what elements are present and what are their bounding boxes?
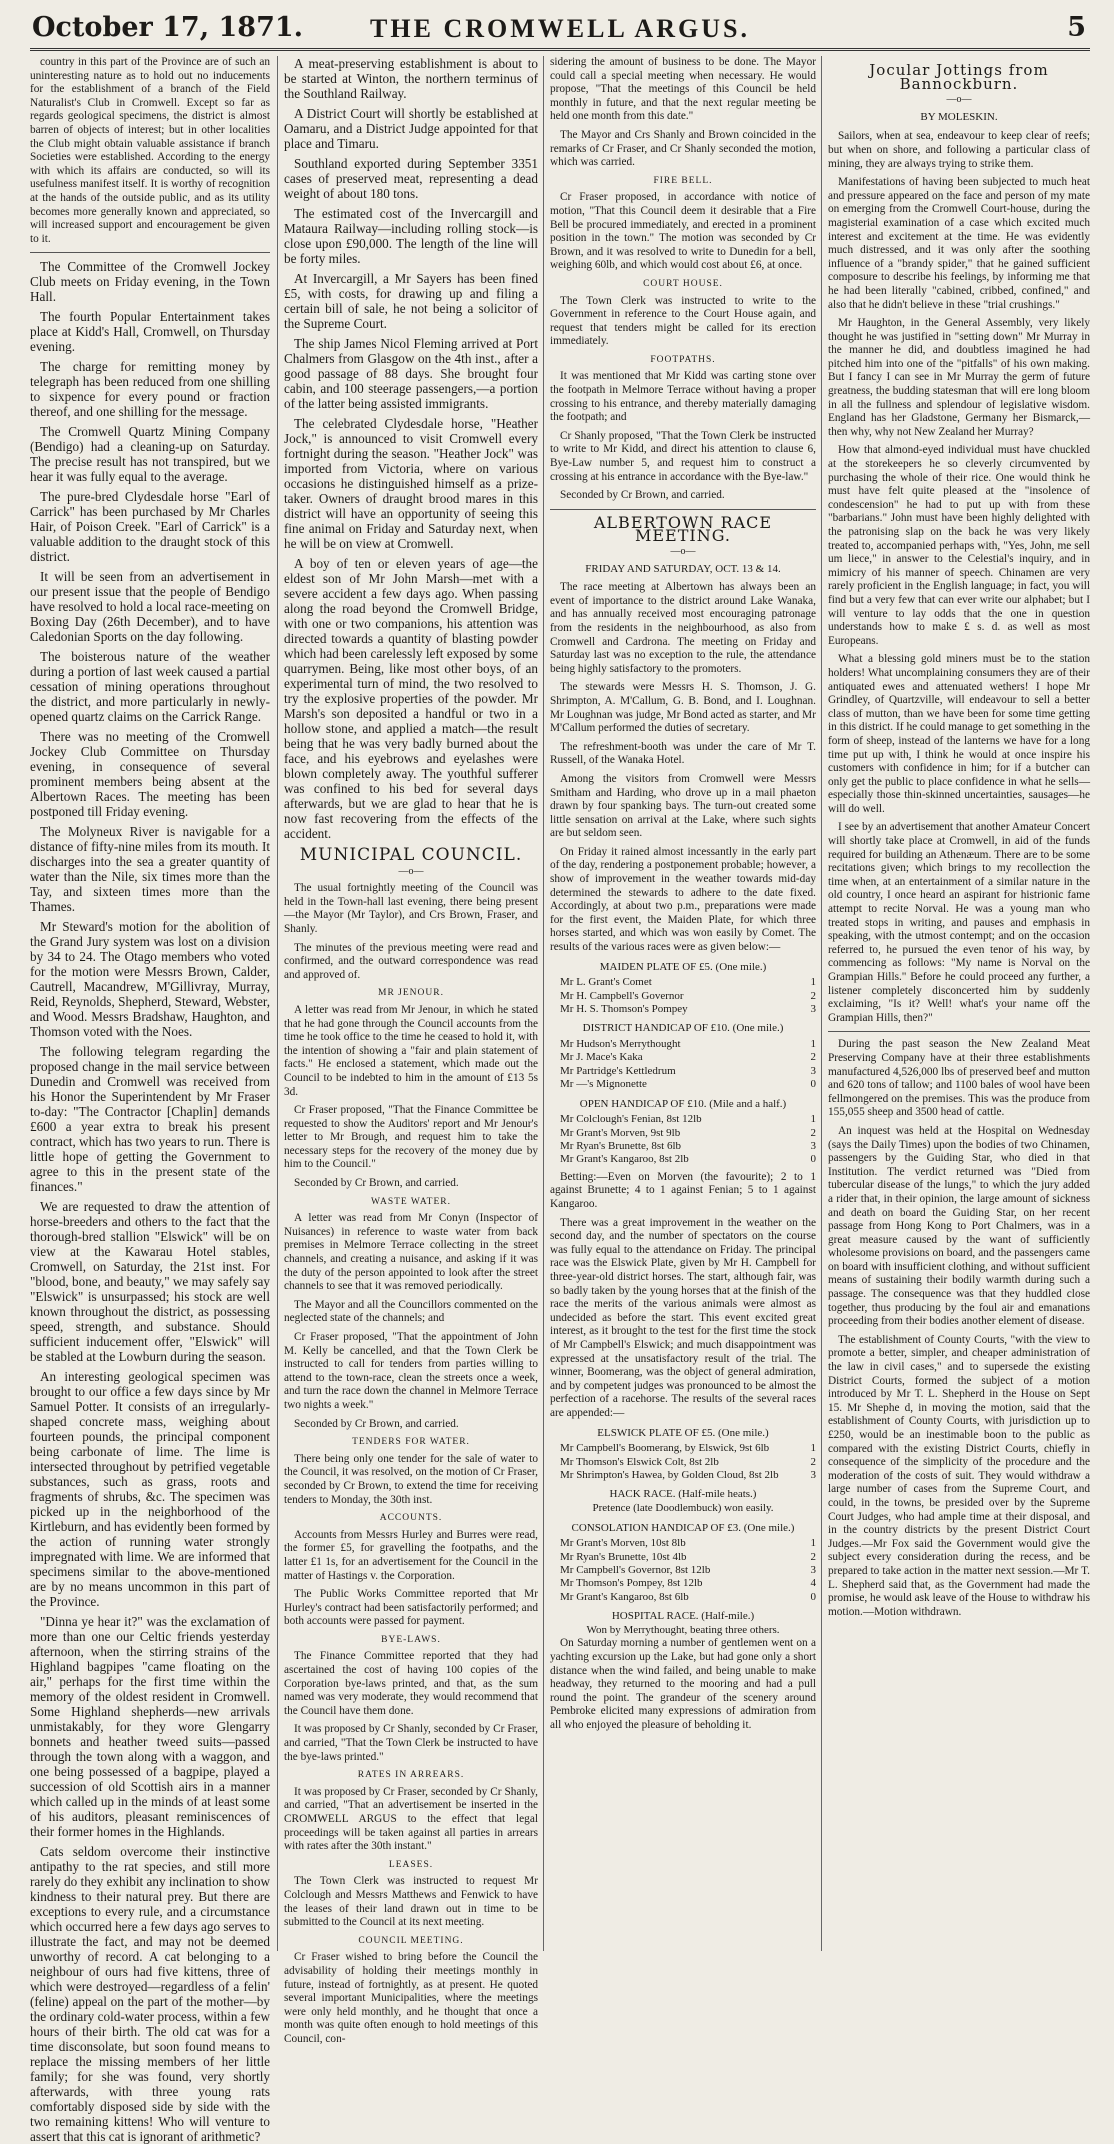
column-2 xyxy=(284,56,538,2045)
race-entry: Mr Colclough's Fenian, 8st 12lb 1 xyxy=(560,1113,816,1126)
article-paragraph: Cr Fraser proposed, "That the appointment of John M. Kelly be cancelled, and that the Town Clerk be instructed to call for tenders from parties willing to attend to the town-race, clean the streets once a week, and turn the race down the channel in Melmore Terrace two nights a week." xyxy=(284,1331,538,1411)
article-paragraph: A letter was read from Mr Jenour, in which he stated that he had gone through the Council accounts from the time he took office to the time he ceased to hold it, with the intention of showing a "fair and plain statement of facts." He enclosed a statement, which made out the Council to be indebted to him in the amount of £13 5s 3d. xyxy=(284,1003,538,1098)
column-1 xyxy=(30,56,270,2144)
sub-heading: COUNCIL MEETING. xyxy=(358,1935,464,1946)
news-item: Southland exported during September 3351 cases of preserved meat, representing a dead weight of about 180 tons. xyxy=(284,156,538,201)
race-dates: FRIDAY AND SATURDAY, OCT. 13 & 14. xyxy=(585,562,781,575)
article-paragraph: The Mayor and all the Councillors commented on the neglected state of the channels; and xyxy=(284,1298,538,1325)
sub-heading: COURT HOUSE. xyxy=(643,278,723,289)
race-entry: Mr Shrimpton's Hawea, by Golden Cloud, 8st 2lb 3 xyxy=(560,1468,816,1481)
race-result-maiden-plate xyxy=(550,961,816,1017)
race-entry: Mr Ryan's Brunette, 10st 4lb 2 xyxy=(560,1550,816,1563)
article-paragraph: The stewards were Messrs H. S. Thomson, J. G. Shrimpton, A. M'Callum, G. B. Bond, and I. Loughnan. Mr Loughnan was judge, Mr Bond acted as starter, and Mr M'Callum performed the duties of secretary. xyxy=(550,681,816,735)
article-paragraph: What a blessing gold miners must be to the station holders! What uncomplaining consumers they are of their antiquated ewes and attenuated wethers! I hope Mr Grindley, of Quartzville, will endeavour to sell a better class of mutton, than we have been for some time getting in this district. If he could manage to get something in the form of sheep, instead of the lanterns we have for a long time put up with, I think he would at once inspire his customers with confidence in him; for if a butcher can only get the public to place confidence in what he sells—especially those thin-skinned uncertainties, sausages—he will do well. xyxy=(828,653,1090,815)
column-3 xyxy=(550,56,816,1946)
betting-odds: Betting:—Even on Morven (the favourite); 2 to 1 against Brunette; 4 to 1 against Fenian; 5 to 1 against Kangaroo. xyxy=(550,1170,816,1211)
race-entry: Mr Grant's Morven, 10st 8lb 1 xyxy=(560,1537,816,1550)
divider xyxy=(550,509,816,510)
article-paragraph: There being only one tender for the sale of water to the Council, it was resolved, on the motion of Cr Fraser, seconded by Cr Brown, to extend the time for receiving tenders to Monday, the 30th inst. xyxy=(284,1452,538,1506)
race-title: HOSPITAL RACE. (Half-mile.) xyxy=(611,1610,755,1623)
article-paragraph: A letter was read from Mr Conyn (Inspector of Nuisances) in reference to waste water from back premises in Melmore Terrace collecting in the street channels, and creating a nuisance, and asking if it was the duty of the person appointed to look after the street channels to see that it was removed periodically. xyxy=(284,1212,538,1293)
news-item: At Invercargill, a Mr Sayers has been fined £5, with costs, for drawing up and filing a certain bill of sale, he not being a solicitor of the Supreme Court. xyxy=(284,271,538,331)
race-entry: Mr J. Mace's Kaka 2 xyxy=(560,1051,816,1064)
news-item: The pure-bred Clydesdale horse "Earl of Carrick" has been purchased by Mr Charles Hair, of Poison Creek. "Earl of Carrick" is a valuable addition to the draught stock of this district. xyxy=(30,489,270,565)
article-paragraph: Seconded by Cr Brown, and carried. xyxy=(294,1417,459,1430)
race-entry: Mr Campbell's Governor, 8st 12lb 3 xyxy=(560,1563,816,1576)
article-paragraph: It was proposed by Cr Fraser, seconded by Cr Shanly, and carried, "That an advertisement be inserted in the CROMWELL ARGUS to the effect that legal proceedings will be taken against all parties in arrears with rates after the 30th instant." xyxy=(284,1785,538,1853)
race-result-text: Won by Merrythought, beating three others. xyxy=(586,1623,780,1636)
sub-heading: TENDERS FOR WATER. xyxy=(352,1437,470,1448)
race-result-district-handicap xyxy=(550,1022,816,1091)
article-paragraph: The Public Works Committee reported that Mr Hurley's contract had been satisfactorily performed; and both accounts were passed for payment. xyxy=(284,1588,538,1628)
race-result-hospital xyxy=(550,1610,816,1637)
race-title: MAIDEN PLATE OF £5. (One mile.) xyxy=(599,960,767,973)
race-entry: Mr Grant's Kangaroo, 8st 6lb 0 xyxy=(560,1590,816,1603)
article-paragraph: The refreshment-booth was under the care of Mr T. Russell, of the Wanaka Hotel. xyxy=(550,740,816,767)
news-item: The fourth Popular Entertainment takes place at Kidd's Hall, Cromwell, on Thursday evening. xyxy=(30,309,270,355)
section-heading: Jocular Jottings from Bannockburn. xyxy=(869,61,1049,93)
news-item: It will be seen from an advertisement in our present issue that the people of Bendigo have resolved to hold a local race-meeting on Boxing Day (26th December), and to have Caledonian Sports on the day following. xyxy=(30,569,270,645)
article-paragraph: It was proposed by Cr Shanly, seconded by Cr Fraser, and carried, "That the Town Clerk be instructed to have the bye-laws printed." xyxy=(284,1723,538,1763)
race-result-hack-race xyxy=(550,1488,816,1515)
article-paragraph: sidering the amount of business to be done. The Mayor could call a special meeting when necessary. He would propose, "That the meetings of this Council be held monthly in future, and that the next regular meeting be held one month from this date." xyxy=(550,56,816,123)
race-title: DISTRICT HANDICAP OF £10. (One mile.) xyxy=(582,1022,784,1035)
news-item: The Committee of the Cromwell Jockey Club meets on Friday evening, in the Town Hall. xyxy=(30,259,270,305)
news-item: The estimated cost of the Invercargill and Mataura Railway—including rolling stock—is close upon £90,000. The length of the line will be forty miles. xyxy=(284,206,538,266)
race-entry: Mr H. S. Thomson's Pompey 3 xyxy=(560,1003,816,1016)
article-paragraph: country in this part of the Province are of such an uninteresting nature as to hold out no inducements for the establishment of a branch of the Field Naturalist's Club in Cromwell. Except so far as regards geological specimens, the district is almost barren of objects of interest; but in other localities the Club might obtain valuable assistance if branch Societies were established. According to the energy with which its affairs are conducted, so will its usefulness manifest itself. It is worthy of recognition at the hands of the outside public, and as its utility becomes more generally known and appreciated, so will increased support and encouragement be given to it. xyxy=(30,56,270,245)
sub-heading: MR JENOUR. xyxy=(378,988,444,999)
article-paragraph: The Finance Committee reported that they had ascertained the cost of having 100 copies of the Corporation bye-laws printed, and that, as the sum named was very moderate, they would recommend that the Council have them done. xyxy=(284,1650,538,1717)
column-rule xyxy=(543,56,544,1951)
sub-heading: LEASES. xyxy=(388,1859,434,1870)
article-paragraph: The Town Clerk was instructed to request Mr Colclough and Messrs Matthews and Fenwick to have the leases of their land drawn out in time to be submitted to the Council at its next meeting. xyxy=(284,1875,538,1929)
article-paragraph: On Friday it rained almost incessantly in the early part of the day, rendering a postponement probable; however, a show of improvement in the weather towards mid-day determined the stewards to adhere to the date fixed. Accordingly, at about two p.m., preparations were made for the first event, the Maiden Plate, for which three horses started, and which was won easily by Comet. The results of the various races were as given below:— xyxy=(550,845,816,954)
article-paragraph: Sailors, when at sea, endeavour to keep clear of reefs; but when on shore, and following a particular class of mining, they are always trying to strike them. xyxy=(828,130,1090,170)
race-entry: Mr Partridge's Kettledrum 3 xyxy=(560,1064,816,1077)
article-paragraph: The Town Clerk was instructed to write to the Government in reference to the Court House again, and request that tenders might be called for its erection immediately. xyxy=(550,294,816,348)
article-paragraph: Among the visitors from Cromwell were Messrs Smitham and Harding, who drove up in a mail phaeton drawn by four spanking bays. The turn-out created some little sensation on arrival at the Lake, where such sights are but seldom seen. xyxy=(550,772,816,840)
heading-ornament: —o— xyxy=(670,546,696,557)
news-item: A meat-preserving establishment is about to be started at Winton, the northern terminus of the Southland Railway. xyxy=(284,56,538,101)
article-paragraph: The minutes of the previous meeting were read and confirmed, and the outward correspondence was read and approved of. xyxy=(284,941,538,981)
news-item: Cats seldom overcome their instinctive antipathy to the rat species, and still more rarely do they exhibit any inclination to show kindness to their natural prey. But there are exceptions to every rule, and a circumstance which occurred here a few days ago serves to illustrate the fact, and may not be deemed unworthy of record. A cat belonging to a neighbour of ours had five kittens, three of which were destroyed—regardless of a felin' (feline) appeal on the part of the mother—by the ordinary cold-water process, within a few hours of their birth. The old cat was for a time disconsolate, but soon found means to replace the missing members of her little family; for she was found, very shortly afterwards, with three young rats comfortably disposed side by side with the two remaining kittens! Who will venture to assert that this cat is ignorant of arithmetic? xyxy=(30,1844,270,2144)
race-title: OPEN HANDICAP OF £10. (Mile and a half.) xyxy=(579,1097,787,1110)
sub-heading: ACCOUNTS. xyxy=(379,1513,443,1524)
race-title: ELSWICK PLATE OF £5. (One mile.) xyxy=(597,1426,769,1439)
news-item: A District Court will shortly be established at Oamaru, and a District Judge appointed for that place and Timaru. xyxy=(284,106,538,151)
heading-ornament: —o— xyxy=(398,865,424,877)
section-heading: MUNICIPAL COUNCIL. xyxy=(299,845,523,865)
news-item: There was no meeting of the Cromwell Jockey Club Committee on Thursday evening, in consequence of several prominent members being absent at the Albertown Races. The meeting has been postponed till Friday evening. xyxy=(30,729,270,820)
article-paragraph: The Mayor and Crs Shanly and Brown coincided in the remarks of Cr Fraser, and Cr Shanly seconded the motion, which was carried. xyxy=(550,128,816,169)
article-paragraph: How that almond-eyed individual must have chuckled at the storekeepers he so cleverly circumvented by purchasing the whole of their rice. One would think he must have felt quite pleased at the "insolence of condescension" he had to put up with from these "barbarians." John must have been highly delighted with the patronising slap on the back he was very likely treated to, accompanied perhaps with, "Yes, John, me sell um liece," in answer to the Celestial's inquiry, and in mimicry of his manner of speech. Chinamen are very rarely proficient in the English language; in fact, you will find but a very few that can ever write our alphabet; but I will venture to lay odds that the one in question understands how to make £ s. d. as well as most Europeans. xyxy=(828,444,1090,647)
news-item: The establishment of County Courts, "with the view to promote a better, simpler, and cheaper administration of the law in civil cases," and to supersede the existing District Courts, formed the subject of a motion introduced by Mr T. L. Shepherd in the House on Sept 15. Mr Shephe d, in moving the motion, said that the establishment of County Courts, with jurisdiction up to £250, would be an inestimable boon to the public as compared with the existing District Courts, chiefly in consequence of the simplicity of the procedure and the moderation of the costs of suit. They would withdraw a large number of cases from the Supreme Court, and could, in the towns, be presided over by the Supreme Court Judges, who had ample time at their disposal, and in the country districts by the present District Court Judges.—Mr Fox said the Government would give the subject every consideration during the recess, and be prepared to take action in the matter next session.—Mr T. L. Shepherd said that, as the Government had made the promise, he would ask leave of the House to withdraw his motion.—Motion withdrawn. xyxy=(828,1333,1090,1618)
article-paragraph: It was mentioned that Mr Kidd was carting stone over the footpath in Melmore Terrace without having a proper crossing to his entrance, and thereby materially damaging the footpath; and xyxy=(550,370,816,424)
news-item: The charge for remitting money by telegraph has been reduced from one shilling to sixpence for every pound or fraction thereof, and one shilling for the message. xyxy=(30,359,270,420)
sub-heading: RATES IN ARREARS. xyxy=(357,1770,465,1781)
article-paragraph: The race meeting at Albertown has always been an event of importance to the district around Lake Wanaka, and has annually received most encouraging patronage from the residents in the neighbourhood, as also from Cromwell and Cardrona. The meeting on Friday and Saturday last was no exception to the rule, the attendance being highly satisfactory to the promoters. xyxy=(550,581,816,675)
divider xyxy=(30,252,270,253)
sub-heading: WASTE WATER. xyxy=(371,1196,451,1207)
race-entry: Mr Ryan's Brunette, 8st 6lb 3 xyxy=(560,1140,816,1153)
article-paragraph: Seconded by Cr Brown, and carried. xyxy=(560,489,725,502)
article-paragraph: Mr Haughton, in the General Assembly, very likely thought he was justified in "setting down" Mr Murray in the manner he did, and doubtless imagined he had pitched him into one of the "pitfalls" of his own making. But I fancy I can see in Mr Murray the germ of future greatness, the budding statesman that will ere long bloom in all the fullness and splendour of legislative wisdom. England has her Gladstone, Germany her Bismarck,—then why, why not New Zealand her Murray? xyxy=(828,317,1090,438)
race-result-text: Pretence (late Doodlembuck) won easily. xyxy=(592,1501,774,1514)
sub-heading: FIRE BELL. xyxy=(653,175,713,186)
race-entry: Mr Hudson's Merrythought 1 xyxy=(560,1038,816,1051)
article-paragraph: Cr Fraser proposed, in accordance with notice of motion, "That this Council deem it desirable that a Fire Bell be procured immediately, and erected in a prominent position in the town." The motion was seconded by Cr Brown, and it was resolved to write to Dunedin for a bell, weighing 60lb, and which would cost about £6, at once. xyxy=(550,191,816,272)
news-item: The ship James Nicol Fleming arrived at Port Chalmers from Glasgow on the 4th inst., after a good passage of 88 days. She brought four cabin, and 100 steerage passengers,—a portion of the latter being assisted immigrants. xyxy=(284,336,538,411)
issue-date: October 17, 1871. xyxy=(32,12,304,43)
article-paragraph: Accounts from Messrs Hurley and Burres were read, the former £5, for gravelling the footpaths, and the latter £1 1s, for an advertisement for the Council in the matter of Hastings v. the Corporation. xyxy=(284,1528,538,1582)
article-paragraph: I see by an advertisement that another Amateur Concert will shortly take place at Cromwell, in aid of the funds required for building an Athenæum. There are to be some recitations given; which brings to my recollection the time when, at an entertainment of a similar nature in the old country, I once heard an aspirant for histrionic fame attempt to recite Norval. He was a young man who treated stops in writing, and pauses and emphasis in speaking, with the utmost contempt; and on the occasion referred to, he pursued the even tenor of his way, by commencing as follows: "My name is Norval on the Grampian Hills." Before he could proceed any further, a listener completely disconcerted him by suddenly exclaiming, "Is it? Well! what's your name off the Grampian Hills, then?" xyxy=(828,821,1090,1024)
race-title: CONSOLATION HANDICAP OF £3. (One mile.) xyxy=(571,1521,795,1534)
divider xyxy=(828,1031,1090,1032)
race-title: HACK RACE. (Half-mile heats.) xyxy=(609,1488,757,1501)
news-item: We are requested to draw the attention of horse-breeders and others to the fact that the thorough-bred stallion "Elswick" will be on view at the Kawarau Hotel stables, Cromwell, on Saturday, the 21st inst. For "blood, bone, and beauty," we may safely say "Elswick" is unsurpassed; his stock are well known throughout the district, as possessing speed, strength, and substance. Should sufficient inducement offer, "Elswick" will be stabled at the Lowburn during the season. xyxy=(30,1199,270,1365)
column-rule xyxy=(821,56,822,1951)
sub-heading: BYE-LAWS. xyxy=(381,1634,441,1645)
news-item: "Dinna ye hear it?" was the exclamation of more than one our Celtic friends yesterday afternoon, when the stirring strains of the Highland bagpipes "came floating on the air," perhaps for the first time within the memory of the oldest resident in Cromwell. Some Highland shepherds—new arrivals unmistakably, for they wore Glengarry bonnets and heather tweed suits—passed through the town along with a waggon, and one being possessed of a bagpipe, played a succession of old Scottish airs in a manner which called up in the minds of at least some of his auditors, pleasant reminiscences of their former homes in the Highlands. xyxy=(30,1614,270,1840)
column-4 xyxy=(828,56,1090,1946)
masthead xyxy=(30,8,1090,51)
news-item: An inquest was held at the Hospital on Wednesday (says the Daily Times) upon the bodies of two Chinamen, passengers by the Guiding Star, who died in that Institution. The verdict returned was "Died from tubercular disease of the lungs," to which the jury added a rider that, in their opinion, the large amount of sickness and death on board the Guiding Star, on her recent passage from Hong Kong to Port Chalmers, was in a great measure caused by the want of sufficiently wholesome provisions on board, and the passengers came on board with insufficient clothing, and without sufficient means of sustaining their bodily warmth during such a passage. The consequence was that they huddled close together, thus producing by the foul air and emanations proceeding from their bodies another element of disease. xyxy=(828,1124,1090,1328)
article-paragraph: The usual fortnightly meeting of the Council was held in the Town-hall last evening, there being present—the Mayor (Mr Taylor), and Crs Brown, Fraser, and Shanly. xyxy=(284,882,538,935)
article-paragraph: Seconded by Cr Brown, and carried. xyxy=(294,1177,459,1190)
news-item: An interesting geological specimen was brought to our office a few days since by Mr Samuel Potter. It consists of an irregularly-shaped concrete mass, weighing about fourteen pounds, the principal component being carbonate of lime. The lime is intersected throughout by petrified vegetable substances, such as grass, roots and fragments of shrubs, &c. The specimen was picked up in the neighborhood of the Kirtleburn, and has evidently been formed by the action of running water strongly impregnated with lime. We are informed that specimens similar to the above-mentioned are by no means uncommon in this part of the Province. xyxy=(30,1369,270,1610)
article-paragraph: On Saturday morning a number of gentlemen went on a yachting excursion up the Lake, but had gone only a short distance when the wind failed, and being unable to make headway, they returned to the mooring and had a pull round the point. The grandeur of the scenery around Pembroke elicited many expressions of admiration from all who enjoyed the pleasure of beholding it. xyxy=(550,1637,816,1731)
newspaper-title: THE CROMWELL ARGUS. xyxy=(370,14,750,43)
column-rule xyxy=(277,56,278,1951)
news-item: The celebrated Clydesdale horse, "Heather Jock," is announced to visit Cromwell every fortnight during the season. "Heather Jock" was imported from Victoria, where on various occasions he distinguished himself as a prize-taker. Owners of draught brood mares in this district will have an opportunity of seeing this fine animal on Friday and Saturday next, when he will be on view at Cromwell. xyxy=(284,416,538,551)
race-result-elswick-plate xyxy=(550,1427,816,1483)
race-entry: Mr Grant's Kangaroo, 8st 2lb 0 xyxy=(560,1153,816,1166)
race-entry: Mr Thomson's Elswick Colt, 8st 2lb 2 xyxy=(560,1455,816,1468)
news-item: The boisterous nature of the weather during a portion of last week caused a partial cessation of mining operations throughout the district, and more particularly in newly-opened quartz claims on the Carrick Range. xyxy=(30,649,270,725)
article-paragraph: Manifestations of having been subjected to much heat and pressure appeared on the face and person of my mate on emerging from the Cromwell Court-house, during the magisterial examination of a case which excited much interest and excitement at the time. He was evidently much distressed, and it was only after the soothing influence of a "brandy spider," that he gained sufficient composure to describe his feelings, by informing me that he had been literally "cabined, cribbed, confined," and also that he didn't believe in these "trial crushings." xyxy=(828,176,1090,311)
article-paragraph: There was a great improvement in the weather on the second day, and the number of spectators on the course was fully equal to the attendance on Friday. The principal race was the Elswick Plate, given by Mr H. Campbell for three-year-old district horses. The start, although fair, was so badly taken by the young horses that at the finish of the race the merits of the various animals were almost as undecided as before the start. This event excited great interest, as it brought to the test for the first time the stock of Mr Campbell's Elswick; and much disappointment was expressed at the unsatisfactory result of the trial. The winner, Boomerang, was the object of general admiration, and by competent judges was pronounced to be almost the perfection of a racehorse. The results of the several races are appended:— xyxy=(550,1216,816,1419)
news-item: The following telegram regarding the proposed change in the mail service between Dunedin and Cromwell was received from his Honor the Superintendent by Mr Fraser to-day: "The Contractor [Chaplin] demands £600 a year extra to break his present contract, which has two years to run. There is little hope of getting the Government to agree to this in the present state of the finances." xyxy=(30,1044,270,1195)
sub-heading: FOOTPATHS. xyxy=(650,354,716,365)
race-entry: Mr Grant's Morven, 9st 9lb 2 xyxy=(560,1126,816,1139)
race-entry: Mr H. Campbell's Governor 2 xyxy=(560,989,816,1002)
news-item: During the past season the New Zealand Meat Preserving Company have at their three establishments manufactured 4,526,000 lbs of preserved beef and mutton and 620 tons of tallow; and 1100 bales of wool have been fellmongered on the premises. This was the produce from 155,055 sheep and 3500 head of cattle. xyxy=(828,1038,1090,1119)
race-entry: Mr L. Grant's Comet 1 xyxy=(560,976,816,989)
article-paragraph: Cr Fraser wished to bring before the Council the advisability of holding their meetings monthly in future, instead of fortnightly, as at present. He quoted several important Municipalities, where the meetings were only held monthly, and he thought that once a month was quite often enough to hold meetings of this Council, con- xyxy=(284,1951,538,2045)
heading-ornament: —o— xyxy=(946,94,972,106)
news-item: Mr Steward's motion for the abolition of the Grand Jury system was lost on a division by 34 to 24. The Otago members who voted for the motion were Messrs Brown, Calder, Cautrell, Macandrew, M'Gillivray, Murray, Reid, Reynolds, Shepherd, Steward, Webster, and Wood. Messrs Bradshaw, Haughton, and Thomson voted with the Noes. xyxy=(30,919,270,1040)
race-entry: Mr Campbell's Boomerang, by Elswick, 9st 6lb 1 xyxy=(560,1442,816,1455)
race-result-open-handicap xyxy=(550,1098,816,1167)
news-item: The Molyneux River is navigable for a distance of fifty-nine miles from its mouth. It discharges into the sea a greater quantity of water than the Nile, six times more than the Tay, and sixteen times more than the Thames. xyxy=(30,824,270,915)
race-result-consolation xyxy=(550,1522,816,1605)
section-heading: ALBERTOWN RACE MEETING. xyxy=(593,512,773,546)
race-entry: Mr —'s Mignonette 0 xyxy=(560,1078,816,1091)
page-number: 5 xyxy=(1067,12,1086,43)
article-paragraph: Cr Fraser proposed, "That the Finance Committee be requested to show the Auditors' report and Mr Jenour's letter to Mr Brough, and request him to take the necessary steps for the recovery of the money due by him to the Council." xyxy=(284,1104,538,1171)
byline: BY MOLESKIN. xyxy=(920,110,998,123)
article-paragraph: Cr Shanly proposed, "That the Town Clerk be instructed to write to Mr Kidd, and direct his attention to clause 6, Bye-Law number 5, and request him to construct a crossing at his entrance in accordance with the Bye-law." xyxy=(550,429,816,483)
race-entry: Mr Thomson's Pompey, 8st 12lb 4 xyxy=(560,1577,816,1590)
news-item: A boy of ten or eleven years of age—the eldest son of Mr John Marsh—met with a severe accident a few days ago. When passing along the road beyond the Cromwell Bridge, with one or two companions, his attention was directed towards a quantity of blasting powder which had been carelessly left exposed by some quarrymen. Being, like most other boys, of an experimental turn of mind, the two resolved to try the explosive properties of the powder. Mr Marsh's son deposited a handful or two in a hollow stone, and applied a match—the result being that he was very badly burned about the face, and his eyebrows and eyelashes were blown completely away. The youthful sufferer was confined to his bed for several days afterwards, but we are glad to hear that he is now fast recovering from the effects of the accident. xyxy=(284,556,538,841)
news-item: The Cromwell Quartz Mining Company (Bendigo) had a cleaning-up on Saturday. The precise result has not transpired, but we hear it was fully equal to the average. xyxy=(30,424,270,485)
